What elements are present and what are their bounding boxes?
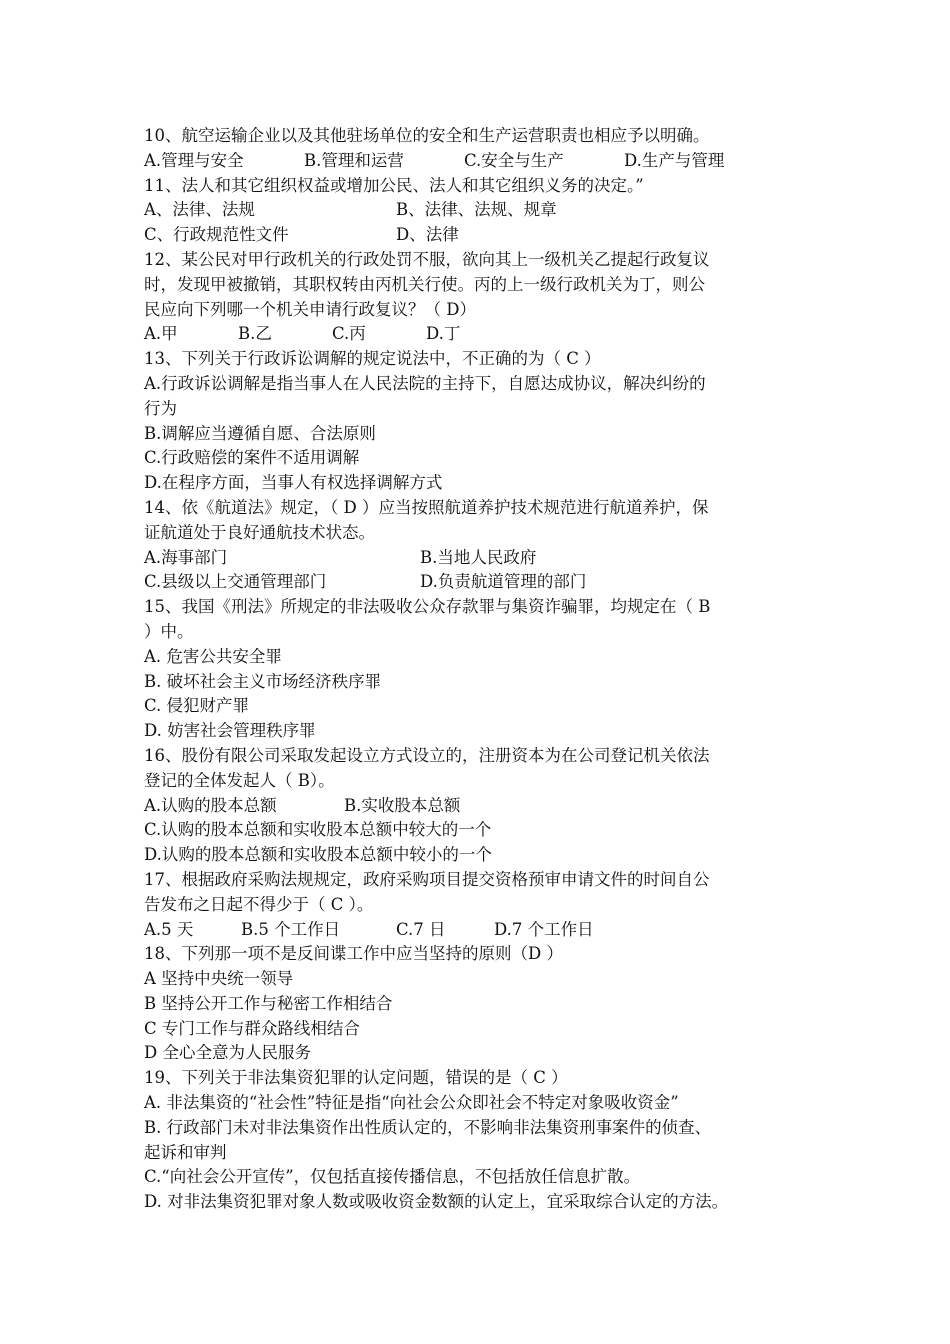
q18-option-d: D 全心全意为人民服务 (144, 1043, 311, 1063)
q17-option-c: C.7 日 (396, 919, 446, 939)
q10-options (144, 149, 824, 174)
q18-stem: 18、下列那一项不是反间谍工作中应当坚持的原则（D ） (144, 944, 563, 964)
q14-options-row2 (144, 570, 824, 595)
q19-option-b-line1: B. 行政部门未对非法集资作出性质认定的，不影响非法集资刑事案件的侦查、 (144, 1117, 712, 1137)
q12-option-b: B.乙 (238, 324, 272, 344)
document-page (144, 124, 824, 1215)
q19-option-b-line2: 起诉和审判 (144, 1142, 227, 1162)
q14-option-a: A.海事部门 (144, 547, 228, 567)
q19-option-d: D. 对非法集资犯罪对象人数或吸收资金数额的认定上，宜采取综合认定的方法。 (144, 1192, 729, 1212)
q11-option-c: C、行政规范性文件 (144, 225, 289, 245)
q13-stem: 13、下列关于行政诉讼调解的规定说法中，不正确的为（ C ） (144, 349, 601, 369)
q16-stem-line2: 登记的全体发起人（ B）。 (144, 770, 335, 790)
q18-option-a: A 坚持中央统一领导 (144, 969, 294, 989)
q11-options-row2 (144, 223, 824, 248)
q16-option-d: D.认购的股本总额和实收股本总额中较小的一个 (144, 845, 492, 865)
q13-option-d: D.在程序方面，当事人有权选择调解方式 (144, 473, 443, 493)
q12-option-c: C.丙 (332, 324, 366, 344)
q10-option-b: B.管理和运营 (304, 150, 404, 170)
q10-stem: 10、航空运输企业以及其他驻场单位的安全和生产运营职责也相应予以明确。 (144, 126, 710, 145)
q16-option-b: B.实收股本总额 (344, 795, 461, 815)
q14-options-row1 (144, 546, 824, 571)
q14-option-b: B.当地人民政府 (420, 547, 537, 567)
q12-options (144, 322, 824, 347)
q14-stem-line2: 证航道处于良好通航技术状态。 (144, 522, 375, 542)
q18-option-b: B 坚持公开工作与秘密工作相结合 (144, 993, 393, 1013)
q17-stem-line2: 告发布之日起不得少于（ C ）。 (144, 894, 374, 914)
q19-option-a: A. 非法集资的“社会性”特征是指“向社会公众即社会不特定对象吸收资金” (144, 1093, 679, 1113)
q12-stem-line2: 时，发现甲被撤销，其职权转由丙机关行使。丙的上一级行政机关为丁，则公 (144, 274, 705, 294)
q10-option-a: A.管理与安全 (144, 150, 244, 170)
q10-option-c: C.安全与生产 (464, 150, 564, 170)
q15-option-d: D. 妨害社会管理秩序罪 (144, 721, 316, 741)
q15-option-c: C. 侵犯财产罪 (144, 696, 250, 716)
q12-option-a: A.甲 (144, 324, 178, 344)
q16-option-c: C.认购的股本总额和实收股本总额中较大的一个 (144, 820, 492, 840)
q13-option-a-line2: 行为 (144, 398, 177, 418)
q15-option-a: A. 危害公共安全罪 (144, 646, 282, 666)
q14-stem-line1: 14、依《航道法》规定，（ D ）应当按照航道养护技术规范进行航道养护，保 (144, 497, 709, 517)
q13-option-c: C.行政赔偿的案件不适用调解 (144, 448, 360, 468)
q13-option-a-line1: A.行政诉讼调解是指当事人在人民法院的主持下，自愿达成协议，解决纠纷的 (144, 373, 706, 393)
q15-stem-line2: ）中。 (144, 621, 194, 641)
q17-option-a: A.5 天 (144, 919, 194, 939)
q12-option-d: D.丁 (426, 324, 461, 344)
q10-option-d: D.生产与管理 (624, 150, 725, 170)
q11-stem: 11、法人和其它组织权益或增加公民、法人和其它组织义务的决定。” (144, 175, 644, 195)
q11-option-a: A、法律、法规 (144, 200, 255, 220)
q12-stem-line3: 民应向下列哪一个机关申请行政复议？（ D） (144, 299, 476, 319)
q17-options (144, 918, 824, 943)
q14-option-c: C.县级以上交通管理部门 (144, 572, 327, 592)
q16-options-row (144, 794, 824, 819)
q17-stem-line1: 17、根据政府采购法规规定，政府采购项目提交资格预审申请文件的时间自公 (144, 869, 710, 889)
q14-option-d: D.负责航道管理的部门 (420, 572, 587, 592)
q11-option-d: D、法律 (396, 225, 459, 245)
q16-option-a: A.认购的股本总额 (144, 795, 277, 815)
q19-option-c: C.“向社会公开宣传”，仅包括直接传播信息，不包括放任信息扩散。 (144, 1167, 641, 1187)
q18-option-c: C 专门工作与群众路线相结合 (144, 1018, 360, 1038)
q15-stem-line1: 15、我国《刑法》所规定的非法吸收公众存款罪与集资诈骗罪，均规定在（ B (144, 597, 711, 617)
q13-option-b: B.调解应当遵循自愿、合法原则 (144, 423, 376, 443)
q19-stem: 19、下列关于非法集资犯罪的认定问题，错误的是（ C ） (144, 1068, 568, 1088)
q17-option-b: B.5 个工作日 (241, 919, 341, 939)
q11-option-b: B、法律、法规、规章 (396, 200, 557, 220)
q16-stem-line1: 16、股份有限公司采取发起设立方式设立的，注册资本为在公司登记机关依法 (144, 745, 710, 765)
q15-option-b: B. 破坏社会主义市场经济秩序罪 (144, 671, 382, 691)
q17-option-d: D.7 个工作日 (494, 919, 594, 939)
q12-stem-line1: 12、某公民对甲行政机关的行政处罚不服，欲向其上一级机关乙提起行政复议 (144, 249, 710, 269)
q11-options-row1 (144, 198, 824, 223)
